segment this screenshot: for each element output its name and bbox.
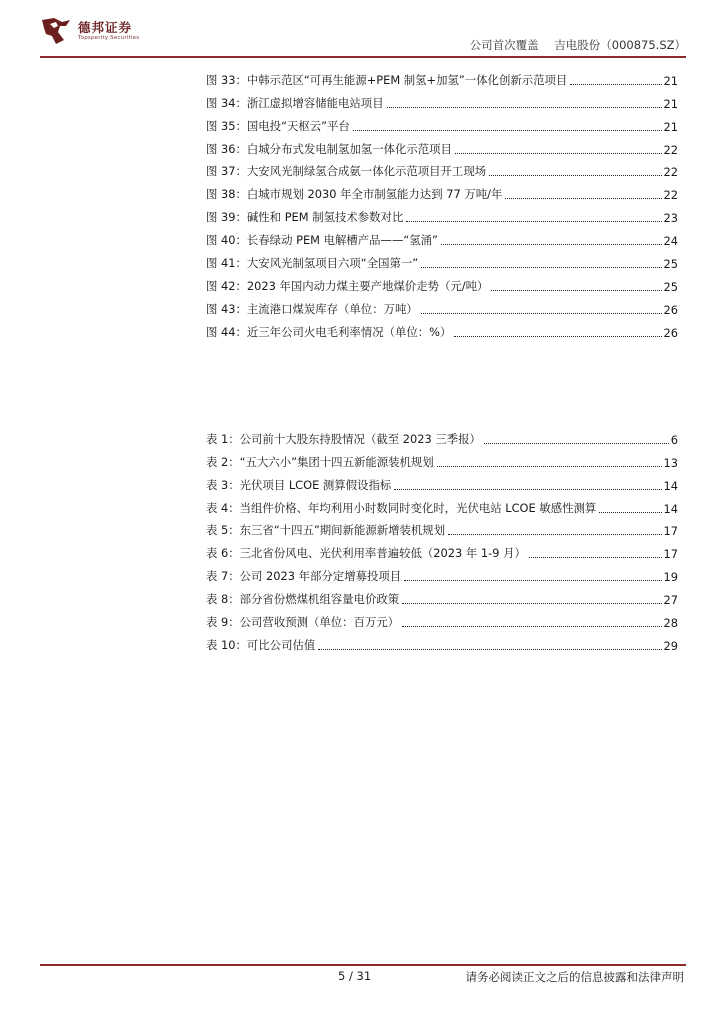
figure-toc-entry-page: 25 <box>663 279 678 294</box>
figure-toc-entry[interactable] <box>206 65 678 88</box>
figure-toc-entry[interactable] <box>206 225 678 248</box>
dot-leader <box>402 626 661 627</box>
figure-toc-entry-page: 21 <box>663 96 678 111</box>
table-toc-entry[interactable] <box>206 424 678 447</box>
figure-toc-entry-page: 21 <box>663 73 678 88</box>
dot-leader <box>489 175 661 176</box>
table-toc-entry-label: 表 10：可比公司估值 <box>206 637 316 652</box>
table-toc-entry-page: 28 <box>663 616 678 631</box>
table-toc-entry[interactable] <box>206 516 678 539</box>
dot-leader <box>448 534 661 535</box>
table-toc-entry[interactable] <box>206 447 678 470</box>
dot-leader <box>529 557 662 558</box>
table-toc-entry[interactable] <box>206 561 678 584</box>
dot-leader <box>437 466 662 467</box>
table-list <box>206 424 678 653</box>
dot-leader <box>402 603 661 604</box>
figure-toc-entry-label: 图 40：长春绿动 PEM 电解槽产品——“氢涌” <box>206 233 438 248</box>
dot-leader <box>599 512 661 513</box>
company-name: 吉电股份（000875.SZ） <box>554 38 686 52</box>
table-toc-entry-page: 19 <box>663 570 678 585</box>
figure-toc-entry-label: 图 41：大安风光制氢项目六项“全国第一” <box>206 256 419 271</box>
table-toc-entry-label: 表 7：公司 2023 年部分定增募投项目 <box>206 569 402 584</box>
disclaimer-note: 请务必阅读正文之后的信息披露和法律声明 <box>465 970 684 984</box>
figure-toc-entry-page: 25 <box>663 257 678 272</box>
dot-leader <box>406 221 661 222</box>
page-number: 5 / 31 <box>338 969 372 983</box>
table-toc-entry-page: 17 <box>663 524 678 539</box>
table-toc-entry-label: 表 6：三北省份风电、光伏利用率普遍较低（2023 年 1-9 月） <box>206 546 526 561</box>
table-toc-entry-page: 29 <box>663 638 678 653</box>
dot-leader <box>404 580 661 581</box>
table-toc-entry-label: 表 3：光伏项目 LCOE 测算假设指标 <box>206 477 392 492</box>
table-toc-entry[interactable] <box>206 607 678 630</box>
figure-list <box>206 65 678 340</box>
table-toc-entry-label: 表 1：公司前十大股东持股情况（截至 2023 三季报） <box>206 431 481 446</box>
dot-leader <box>455 153 662 154</box>
figure-toc-entry-page: 22 <box>663 165 678 180</box>
table-toc-entry-label: 表 2：“五大六小”集团十四五新能源装机规划 <box>206 454 434 469</box>
dot-leader <box>491 290 661 291</box>
figure-toc-entry[interactable] <box>206 134 678 157</box>
dot-leader <box>387 107 662 108</box>
dot-leader <box>441 244 662 245</box>
figure-toc-entry[interactable] <box>206 157 678 180</box>
figure-toc-entry-page: 23 <box>663 211 678 226</box>
table-toc-entry-page: 14 <box>663 501 678 516</box>
figure-toc-entry-label: 图 39：碱性和 PEM 制氢技术参数对比 <box>206 210 404 225</box>
figure-toc-entry[interactable] <box>206 271 678 294</box>
table-toc-entry[interactable] <box>206 538 678 561</box>
dot-leader <box>505 198 661 199</box>
dot-leader <box>318 649 661 650</box>
logo-mark-icon <box>40 16 74 46</box>
figure-toc-entry-page: 21 <box>663 119 678 134</box>
figure-toc-entry[interactable] <box>206 179 678 202</box>
figure-toc-entry-label: 图 33：中韩示范区“可再生能源+PEM 制氢+加氢”一体化创新示范项目 <box>206 72 568 87</box>
table-toc-entry[interactable] <box>206 630 678 653</box>
figure-toc-entry[interactable] <box>206 111 678 134</box>
table-toc-entry[interactable] <box>206 493 678 516</box>
table-toc-entry-page: 13 <box>663 455 678 470</box>
table-toc-entry-page: 6 <box>670 432 678 447</box>
figure-toc-entry-label: 图 36：白城分布式发电制氢加氢一体化示范项目 <box>206 141 452 156</box>
dot-leader <box>454 336 661 337</box>
figure-toc-entry-label: 图 35：国电投“天枢云”平台 <box>206 118 350 133</box>
report-type: 公司首次覆盖 <box>469 38 539 52</box>
figure-toc-entry-label: 图 34：浙江虚拟增容储能电站项目 <box>206 95 384 110</box>
logo-cn-text: 德邦证券 <box>78 20 133 35</box>
table-toc-entry[interactable] <box>206 470 678 493</box>
figure-toc-entry[interactable] <box>206 202 678 225</box>
figure-toc-entry-label: 图 38：白城市规划 2030 年全市制氢能力达到 77 万吨/年 <box>206 187 503 202</box>
table-toc-entry-label: 表 8：部分省份燃煤机组容量电价政策 <box>206 592 400 607</box>
dot-leader <box>353 130 662 131</box>
figure-toc-entry-label: 图 37：大安风光制绿氢合成氨一体化示范项目开工现场 <box>206 164 487 179</box>
table-toc-entry-label: 表 5：东三省“十四五”期间新能源新增装机规划 <box>206 523 446 538</box>
figure-toc-entry-page: 22 <box>663 142 678 157</box>
dot-leader <box>570 84 661 85</box>
logo-en-text: Topsperity Securities <box>78 35 140 41</box>
table-toc-entry[interactable] <box>206 584 678 607</box>
header-info <box>458 37 686 53</box>
header-divider <box>40 56 686 58</box>
table-toc-entry-page: 14 <box>663 478 678 493</box>
company-logo <box>40 16 150 46</box>
figure-toc-entry[interactable] <box>206 248 678 271</box>
dot-leader <box>421 313 662 314</box>
dot-leader <box>394 489 661 490</box>
figure-toc-entry-page: 26 <box>663 325 678 340</box>
footer-divider <box>40 964 686 966</box>
dot-leader <box>421 267 661 268</box>
figure-toc-entry-label: 图 44：近三年公司火电毛利率情况（单位：%） <box>206 324 452 339</box>
table-toc-entry-page: 17 <box>663 547 678 562</box>
table-toc-entry-label: 表 4：当组件价格、年均利用小时数同时变化时，光伏电站 LCOE 敏感性测算 <box>206 500 597 515</box>
figure-toc-entry-page: 26 <box>663 302 678 317</box>
figure-toc-entry-page: 24 <box>663 234 678 249</box>
figure-toc-entry[interactable] <box>206 317 678 340</box>
figure-toc-entry-label: 图 42：2023 年国内动力煤主要产地煤价走势（元/吨） <box>206 278 489 293</box>
figure-toc-entry[interactable] <box>206 88 678 111</box>
table-toc-entry-page: 27 <box>663 593 678 608</box>
figure-toc-entry-label: 图 43：主流港口煤炭库存（单位：万吨） <box>206 301 418 316</box>
dot-leader <box>484 443 669 444</box>
figure-toc-entry-page: 22 <box>663 188 678 203</box>
table-toc-entry-label: 表 9：公司营收预测（单位：百万元） <box>206 615 400 630</box>
figure-toc-entry[interactable] <box>206 294 678 317</box>
